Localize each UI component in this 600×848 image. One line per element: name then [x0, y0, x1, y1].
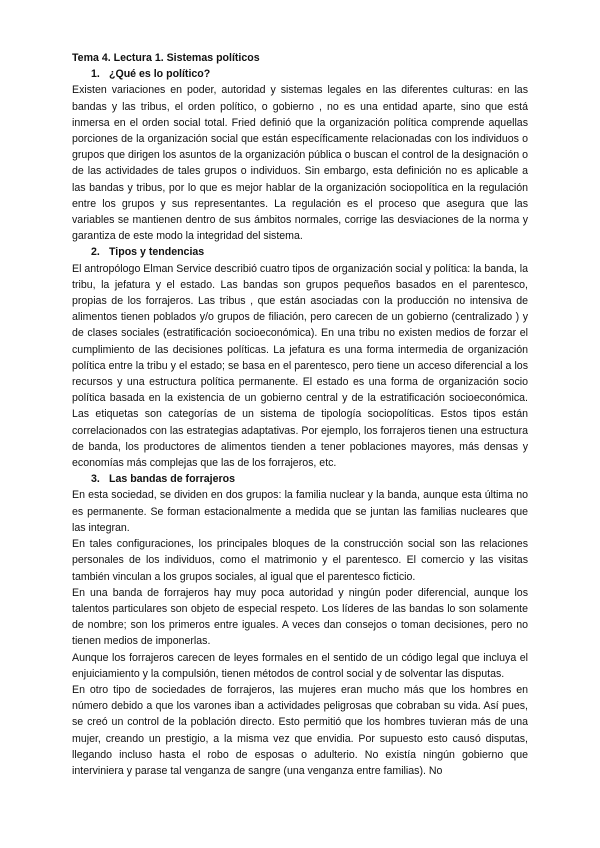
- section-title: Tipos y tendencias: [109, 246, 205, 259]
- document-title: Tema 4. Lectura 1. Sistemas políticos: [72, 52, 260, 64]
- section-heading-2: [72, 244, 528, 260]
- section-heading-3: [72, 471, 528, 487]
- paragraph: En otro tipo de sociedades de forrajeros, las mujeres eran mucho más que los hombres en número debido a que los varones iban a actividades peligrosas que cobraban su vida. Así pues, se creó un control de la población directo. Esto permitió que los hombres tuvieran más de una mujer, creando un prestigio, a la misma vez que envidia. Por supuesto esto causó disputas, llegando incluso hasta el robo de esposas o adulterio. No existía ningún gobierno que interviniera y parase tal venganza de sangre (una venganza entre familias). No: [72, 683, 528, 777]
- document-page: [72, 50, 528, 779]
- section-heading-1: [72, 66, 528, 82]
- paragraph: En tales configuraciones, los principales bloques de la construcción social son las relaciones personales de los individuos, como el matrimonio y el parentesco. El comercio y las visitas también vinculan a los grupos sociales, al igual que el parentesco ficticio.: [72, 538, 528, 583]
- section-number: 3.: [91, 473, 100, 486]
- section-number: 1.: [91, 68, 100, 81]
- paragraph: En esta sociedad, se dividen en dos grupos: la familia nuclear y la banda, aunque esta última no es permanente. Se forman estacionalmente a medida que se juntan las familias nucleares que las integran.: [72, 489, 528, 534]
- paragraph: El antropólogo Elman Service describió cuatro tipos de organización social y política: la banda, la tribu, la jefatura y el estado. Las bandas son grupos pequeños basados en el parentesco, propias de los forrajeros. Las tribus , que están asociadas con la producción no intensiva de alimentos tienen poblados y/o grupos de filiación, pero carecen de un gobierno (centralizado ) y de clases sociales (estratificación socioeconómica). En una tribu no existen medios de forzar el cumplimiento de las decisiones políticas. La jefatura es una forma intermedia de organización política entre la tribu y el estado; se basa en el parentesco, pero tiene un acceso diferencial a los recursos y una estructura política permanente. El estado es una forma de organización socio política basada en la existencia de un gobierno central y de la estratificación socioeconómica. Las etiquetas son categorías de un sistema de tipología sociopolíticas. Estos tipos están correlacionados con las estrategias adaptativas. Por ejemplo, los forrajeros tienen una estructura de banda, los productores de alimentos tienden a tener poblaciones mayores, más densas y economías más complejas que las de los forrajeros, etc.: [72, 262, 528, 470]
- paragraph: Aunque los forrajeros carecen de leyes formales en el sentido de un código legal que incluya el enjuiciamiento y la compulsión, tienen métodos de control social y de solventar las disputas.: [72, 651, 528, 680]
- paragraph: En una banda de forrajeros hay muy poca autoridad y ningún poder diferencial, aunque los talentos particulares son objeto de especial respeto. Los líderes de las bandas lo son solamente de nombre; son los primeros entre iguales. A veces dan consejos o toman decisiones, pero no tienen medios de imponerlas.: [72, 586, 528, 648]
- section-number: 2.: [91, 246, 100, 259]
- paragraph: Existen variaciones en poder, autoridad y sistemas legales en las diferentes culturas: en las bandas y las tribus, el orden político, o gobierno , no es una entidad aparte, sino que está inmersa en el orden social total. Fried definió que la organización política comprende aquellas porciones de la organización social que están específicamente relacionadas con los individuos o grupos que dirigen los asuntos de la organización pública o buscan el control de la designación o de las actividades de tales grupos o individuos. Sin embargo, esta definición no es aplicable a las bandas y tribus, por lo que es mejor hablar de la organización sociopolítica en la regulación entre los grupos y sus representantes. La regulación es el proceso que asegura que las variables se mantienen dentro de sus ámbitos normales, corrige las desviaciones de la norma y garantiza de este modo la integridad del sistema.: [72, 84, 528, 243]
- section-title: Las bandas de forrajeros: [109, 473, 235, 486]
- section-title: ¿Qué es lo político?: [109, 68, 211, 81]
